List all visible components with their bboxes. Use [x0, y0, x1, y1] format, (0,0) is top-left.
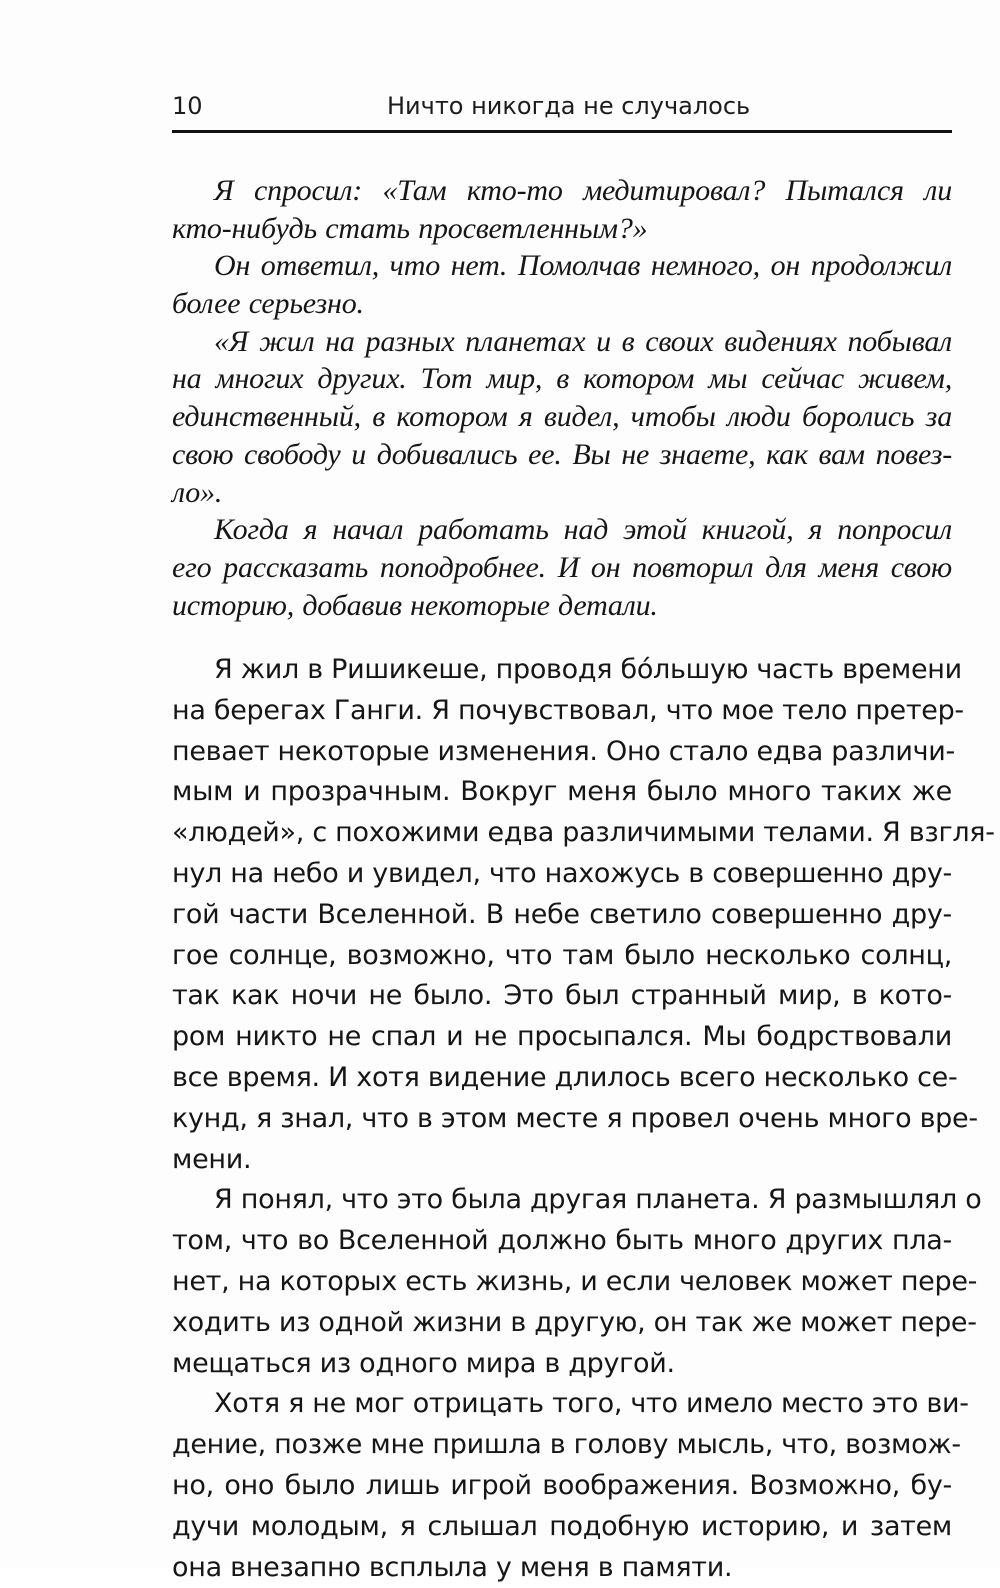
text-line: мени.	[172, 1143, 252, 1175]
page-number: 10	[172, 92, 203, 120]
text-line: все время. И хотя видение длилось всего несколько се-	[172, 1061, 958, 1093]
text-line: том, что во Вселенной должно быть много других пла-	[172, 1225, 952, 1257]
text-line: она внезапно всплыла у меня в памяти.	[172, 1551, 733, 1583]
text-line: дучи молодым, я слышал подобную историю, и затем	[172, 1510, 952, 1542]
text-line: более серьезно.	[172, 287, 364, 321]
text-line: мещаться из одного мира в другой.	[172, 1347, 675, 1379]
text-line: мым и прозрачным. Вокруг меня было много таких же	[172, 776, 952, 808]
text-line: Когда я начал работать над этой книгой, я попросил	[214, 513, 952, 547]
text-line: историю, добавив некоторые детали.	[172, 588, 658, 622]
text-line: нет, на которых есть жизнь, и если человек может пере-	[172, 1265, 978, 1297]
text-line: свою свободу и добивались ее. Вы не знаете, как вам повез-	[172, 437, 952, 471]
text-line: ходить из одной жизни в другую, он так же может пере-	[172, 1306, 977, 1338]
text-line: Я спросил: «Там кто-то медитировал? Пытался ли	[214, 174, 952, 207]
text-line: кто-нибудь стать просветленным?»	[172, 211, 648, 245]
text-line: но, оно было лишь игрой воображения. Возможно, бу-	[172, 1469, 952, 1501]
text-line: «людей», с похожими едва различимыми телами. Я взгля-	[172, 817, 995, 849]
running-title: Ничто никогда не случалось	[387, 92, 751, 120]
intro-italic-passage	[172, 172, 952, 624]
text-line: Хотя я не мог отрицать того, что имело место это ви-	[214, 1388, 969, 1420]
text-line: дение, позже мне пришла в голову мысль, что, возмож-	[172, 1429, 961, 1461]
story-passage	[172, 650, 995, 1588]
text-line: певает некоторые изменения. Оно стало едва различи-	[172, 735, 955, 767]
running-head	[172, 86, 952, 130]
text-line: ло».	[172, 475, 223, 509]
text-line: Я жил в Ришикеше, проводя бóльшую часть времени	[214, 654, 962, 685]
text-line: на берегах Ганги. Я почувствовал, что мое тело претер-	[172, 694, 964, 726]
text-line: так как ночи не было. Это был странный мир, в кото-	[172, 980, 952, 1012]
text-line: нул на небо и увидел, что нахожусь в совершенно дру-	[172, 857, 952, 889]
header-rule	[172, 130, 952, 133]
text-line: Я понял, что это была другая планета. Я размышлял о	[214, 1184, 982, 1216]
text-line: на многих других. Тот мир, в котором мы сейчас живем,	[172, 362, 952, 396]
text-line: гой части Вселенной. В небе светило совершенно дру-	[172, 898, 952, 930]
text-line: его рассказать поподробнее. И он повторил для меня свою	[172, 550, 952, 584]
text-line: ром никто не спал и не просыпался. Мы бодрствовали	[172, 1021, 952, 1053]
text-line: единственный, в котором я видел, чтобы люди боролись за	[172, 400, 952, 434]
text-line: гое солнце, возможно, что там было несколько солнц,	[172, 939, 952, 971]
text-line: Он ответил, что нет. Помолчав немного, он продолжил	[214, 249, 952, 283]
text-line: кунд, я знал, что в этом месте я провел очень много вре-	[172, 1102, 978, 1134]
text-line: «Я жил на разных планетах и в своих видениях побывал	[214, 324, 952, 358]
